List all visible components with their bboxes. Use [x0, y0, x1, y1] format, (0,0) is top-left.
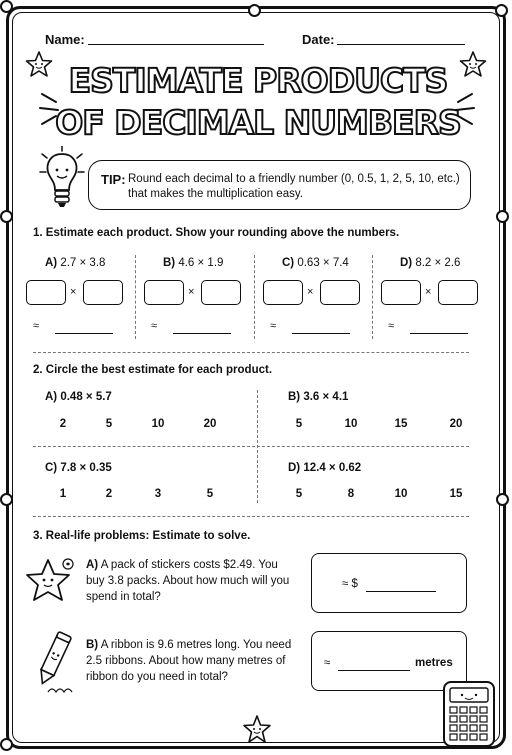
rounding-box[interactable] [263, 280, 303, 305]
problem-letter: A) [86, 559, 99, 571]
problem-letter: B) [163, 257, 176, 269]
estimate-option[interactable]: 15 [449, 488, 463, 500]
title-line-2: OF DECIMAL NUMBERS [55, 103, 461, 142]
answer-line[interactable] [338, 670, 410, 671]
column-divider [135, 255, 136, 339]
problem-body: A pack of stickers costs $2.49. You buy 3.8 packs. About how much will you spend in total? [86, 559, 290, 603]
problem-label [400, 257, 460, 269]
border-ring [496, 210, 509, 223]
problem-letter: B) [86, 639, 99, 651]
date-field[interactable] [337, 44, 465, 45]
estimate-option[interactable]: 5 [295, 488, 303, 500]
estimate-option[interactable]: 20 [203, 418, 217, 430]
estimate-option[interactable]: 5 [295, 418, 303, 430]
problem-expression: 0.63 × 7.4 [297, 257, 349, 269]
estimate-option[interactable]: 15 [394, 418, 408, 430]
problem-label [45, 257, 105, 269]
answer-box [311, 553, 467, 613]
word-problem-text [86, 557, 296, 605]
lightbulb-icon [38, 146, 86, 212]
estimate-option[interactable]: 5 [105, 418, 113, 430]
rounding-box[interactable] [26, 280, 66, 305]
estimate-option[interactable]: 2 [105, 488, 113, 500]
smiling-star-icon [241, 714, 273, 744]
name-label: Name: [45, 32, 85, 47]
section-3-title: 3. Real-life problems: Estimate to solve. [33, 530, 251, 542]
estimate-answer-line[interactable] [292, 333, 350, 334]
approx-symbol: ≈ [388, 320, 395, 332]
date-label: Date: [302, 32, 335, 47]
tip-label: TIP: [101, 172, 126, 187]
times-symbol: × [425, 286, 432, 298]
rounding-box[interactable] [381, 280, 421, 305]
times-symbol: × [307, 286, 314, 298]
circle-problem-label: A) 0.48 × 5.7 [45, 391, 112, 403]
rounding-box[interactable] [201, 280, 241, 305]
approx-symbol: ≈ [151, 320, 158, 332]
approx-symbol: ≈ [270, 320, 277, 332]
section-divider [33, 352, 469, 353]
section-divider [33, 516, 469, 517]
estimate-option[interactable]: 5 [206, 488, 214, 500]
times-symbol: × [188, 286, 195, 298]
estimate-option[interactable]: 10 [394, 488, 408, 500]
estimate-answer-line[interactable] [55, 333, 113, 334]
column-divider [372, 255, 373, 339]
answer-line[interactable] [366, 591, 436, 592]
rounding-box[interactable] [320, 280, 360, 305]
rounding-box[interactable] [144, 280, 184, 305]
smiling-star-icon [24, 556, 80, 612]
rounding-box[interactable] [438, 280, 478, 305]
corner-ring [0, 738, 13, 751]
section-2-title: 2. Circle the best estimate for each product. [33, 364, 273, 376]
problem-expression: 4.6 × 1.9 [178, 257, 224, 269]
problem-label [282, 257, 349, 269]
name-field[interactable] [88, 44, 264, 45]
column-divider [254, 255, 255, 339]
circle-problem-label: C) 7.8 × 0.35 [45, 462, 112, 474]
estimate-answer-line[interactable] [173, 333, 231, 334]
problem-letter: D) [400, 257, 413, 269]
estimate-option[interactable]: 1 [59, 488, 67, 500]
calculator-icon [440, 678, 500, 750]
smiling-pencil-icon [28, 630, 78, 696]
estimate-option[interactable]: 3 [154, 488, 162, 500]
answer-prefix: ≈ $ [342, 578, 358, 590]
estimate-option[interactable]: 20 [449, 418, 463, 430]
border-ring [496, 493, 509, 506]
problem-body: A ribbon is 9.6 metres long. You need 2.5 ribbons. About how many metres of ribbon do you need in total? [86, 639, 292, 683]
times-symbol: × [70, 286, 77, 298]
title-line-1: ESTIMATE PRODUCTS [68, 61, 448, 100]
worksheet-title [0, 58, 512, 146]
section-1-title: 1. Estimate each product. Show your rounding above the numbers. [33, 227, 400, 239]
estimate-option[interactable]: 10 [344, 418, 358, 430]
problem-label [163, 257, 223, 269]
border-ring [248, 4, 261, 17]
problem-letter: C) [282, 257, 295, 269]
border-ring [0, 493, 13, 506]
problem-expression: 2.7 × 3.8 [60, 257, 106, 269]
problem-expression: 8.2 × 2.6 [415, 257, 461, 269]
corner-ring [495, 4, 508, 17]
approx-symbol: ≈ [33, 320, 40, 332]
estimate-option[interactable]: 10 [151, 418, 165, 430]
rounding-box[interactable] [83, 280, 123, 305]
estimate-option[interactable]: 8 [347, 488, 355, 500]
answer-prefix: ≈ [324, 657, 331, 669]
answer-unit: metres [415, 657, 453, 669]
circle-problem-label: B) 3.6 × 4.1 [288, 391, 349, 403]
tip-text: Round each decimal to a friendly number (0, 0.5, 1, 2, 5, 10, etc.) that makes the multiplication easy. [128, 173, 460, 200]
row-divider [33, 446, 469, 447]
border-ring [0, 210, 13, 223]
estimate-answer-line[interactable] [410, 333, 468, 334]
corner-ring [0, 0, 13, 13]
problem-letter: A) [45, 257, 58, 269]
circle-problem-label: D) 12.4 × 0.62 [288, 462, 362, 474]
word-problem-text [86, 637, 296, 685]
estimate-option[interactable]: 2 [59, 418, 67, 430]
